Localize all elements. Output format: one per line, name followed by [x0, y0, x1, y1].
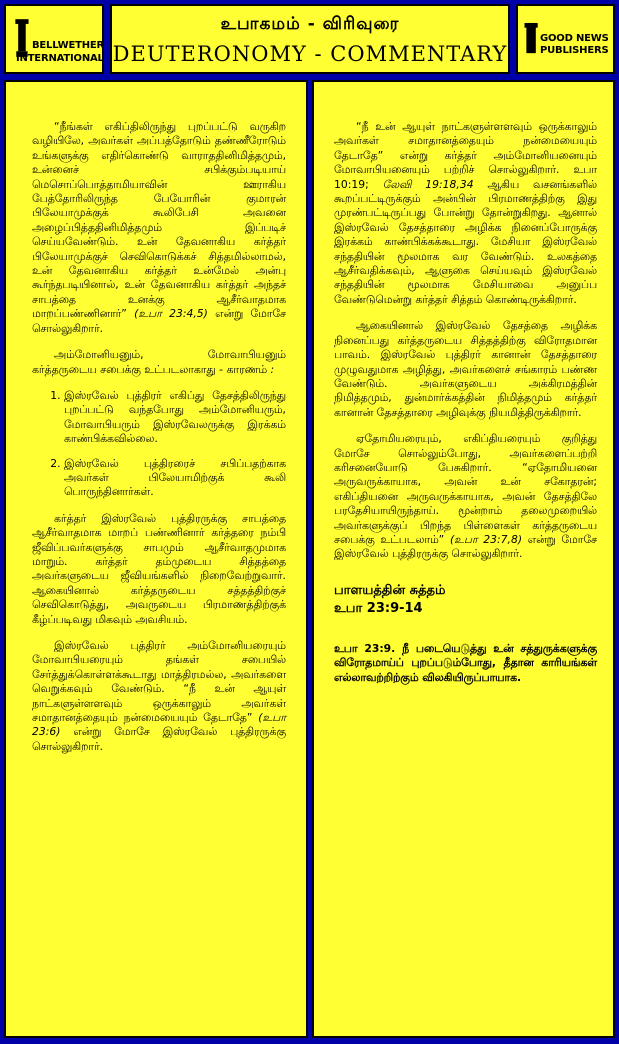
left-logo-line2: INTERNATIONAL — [16, 53, 104, 64]
left-paragraph-1: “நீங்கள் எகிப்திலிருந்து புறப்பட்டு வருகிற வழியிலே, அவர்கள் அப்பத்தோடும் தண்ணீரோடும் உங்களுக்கு எதிர்கொண்டு வாராததினிமித்தமும், உன்னைச் சபிக்கும்படியாய் மெசொப்பொத்தாமியாவின் ஊராகிய பேத்தோரிலிருந்த பேயோரின் குமாரன் பிலேயாமுக்குக் கூலிபேசி அவனை அழைப்பித்ததினிமித்தமும் இப்படிச் செய்யவேண்டும். உன் தேவனாகிய கர்த்தர் பிலேயாமுக்குச் செவிகொடுக்கச் சித்தமில்லாமல், உன் தேவனாகிய கர்த்தர் உன்மேல் அன்பு கூர்ந்தபடியினால், உன் தேவனாகிய கர்த்தர் அந்தச் சாபத்தை உனக்கு ஆசீர்வாதமாக மாறப்பண்ணினார்” (உபா 23:4,5) என்று மோசே சொல்லுகிறார். — [32, 120, 287, 335]
section-title: பாளயத்தின் சுத்தம் உபா 23:9-14 — [334, 582, 446, 616]
right-paragraph-3: ஏதோமியரையும், எகிப்தியரையும் குறித்து மோசே சொல்லும்போது, அவர்களைப்பற்றி கரிசனையோடு பேசுகிறார். “ஏதோமியனை அருவருக்காயாக, அவன் உன் சகோதரன்; எகிப்தியனை அருவருக்காயாக, அவன் தேசத்திலே பரதேசியாயிருந்தாய். மூன்றாம் தலைமுறையில் அவர்களுக்குப் பிறந்த பிள்ளைகள் கர்த்தருடைய சபைக்கு உட்படலாம்” (உபா 23:7,8) என்று மோசே இஸ்ரவேல் புத்திரருக்கு சொல்லுகிறார். — [334, 432, 597, 561]
left-paragraph-3: கர்த்தர் இஸ்ரவேல் புத்திரருக்கு சாபத்தை ஆசீர்வாதமாக மாறப் பண்ணினார் கர்த்தரை நம்பி ஜீவிப்பவர்களுக்கு சாபமும் ஆசீர்வாதமுமாக மாறும். கர்த்தர் தம்முடைய சித்தத்தை அவர்களுடைய ஜீவியங்களில் நிறைவேற்றுவார். ஆகையினால் கர்த்தருடைய சத்தத்திற்குச் செவிகொடுத்து, அவருடைய பிரமாணத்திற்குக் கீழ்ப்படிவது மிகவும் அவசியம். — [32, 511, 286, 626]
title-tamil: உபாகமம் - விரிவுரை — [220, 14, 400, 34]
right-paragraph-2: ஆகையினால் இஸ்ரவேல் தேசத்தை அழிக்க நினைப்பது கர்த்தருடைய சித்தத்திற்கு விரோதமான பாவம். இஸ்ரவேல் புத்திரர் கானான் தேசத்தாரை முழுவதுமாக அழித்து, அவர்களைச் சங்காரம் பண்ண வேண்டும். அவர்களுடைய அக்கிரமத்தின் நிமித்தமும், துன்மார்க்கத்தின் நிமித்தமும் கர்த்தர் கானான் தேசத்தாரை அழிவுக்கு நியமித்திருக்கிறார். — [334, 319, 597, 419]
list-item: 2. இஸ்ரவேல் புத்திரரைச் சபிப்பதற்காக அவர்கள் பிலேயாமிற்குக் கூலி பொருந்தினார்கள். — [64, 457, 286, 500]
reasons-list — [32, 389, 286, 500]
good-news-logo — [516, 4, 615, 74]
verse-text: உபா 23:9. நீ படையெடுத்து உன் சத்துருக்களுக்கு விரோதமாய்ப் புறப்படும்போது, தீதான காரியங்கள் எல்லாவற்றிற்கும் விலகியிருப்பாயாக. — [334, 641, 597, 684]
right-logo-line2: PUBLISHERS — [540, 45, 609, 56]
right-paragraph-1: “நீ உன் ஆயுள் நாட்களுள்ளளவும் ஒருக்காலும் அவர்கள் சமாதானத்தையும் நன்மையையும் தேடாதே” என்று கர்த்தர் அம்மோனியனையும் மோவாபியனையும் பற்றிச் சொல்லுகிறார். உபா 10:19; லேவி 19:18,34 ஆகிய வசனங்களில் கூறப்பட்டிருக்கும் அன்பின் பிரமாணத்திற்கு இது முரண்பட்டிருப்பது போன்று தோன்றுகிறது. ஆனால் இஸ்ரவேல் தேசத்தாரை அழிக்க நினைப்போருக்கு இரக்கம் காண்பிக்கக்கூடாது. மேசியா இஸ்ரவேல் சந்ததியின் மூலமாக வர வேண்டும். உலகத்தை ஆசீர்வதிக்கவும், ஆளுகை செய்யவும் இஸ்ரவேல் சந்ததியின் மூலமாக மேசியாவை அனுப்ப வேண்டுமென்று கர்த்தர் சித்தம் கொண்டிருக்கிறார். — [334, 120, 597, 306]
left-logo-line1: BELLWETHER — [32, 40, 105, 51]
right-logo-line1: GOOD NEWS — [540, 33, 609, 44]
title-english: DEUTERONOMY - COMMENTARY — [112, 42, 508, 66]
bellwether-logo — [4, 4, 104, 74]
left-paragraph-4: இஸ்ரவேல் புத்திரர் அம்மோனியரையும் மோவாபியரையும் தங்கள் சபையில் சேர்த்துக்கொள்ளக்கூடாது மாத்திரமல்ல, அவர்களை வெறுக்கவும் வேண்டும். “நீ உன் ஆயுள் நாட்களுள்ளளவும் ஒருக்காலும் அவர்கள் சமாதானத்தையும் நன்மையையும் தேடாதே” (உபா 23:6) என்று மோசே இஸ்ரவேல் புத்திரருக்கு சொல்லுகிறார். — [32, 639, 286, 753]
page-header — [110, 4, 510, 74]
right-column — [312, 80, 615, 1038]
list-item: 1. இஸ்ரவேல் புத்திரர் எகிப்து தேசத்திலிருந்து புறப்பட்டு வந்தபோது அம்மோனியரும், மோவாபியரும் இஸ்ரவேலருக்கு இரக்கம் காண்பிக்கவில்லை. — [64, 389, 286, 447]
left-column — [4, 80, 308, 1038]
left-paragraph-2: அம்மோனியனும், மோவாபியனும் கர்த்தருடைய சபைக்கு உட்படலாகாது - காரணம் : — [32, 348, 286, 376]
